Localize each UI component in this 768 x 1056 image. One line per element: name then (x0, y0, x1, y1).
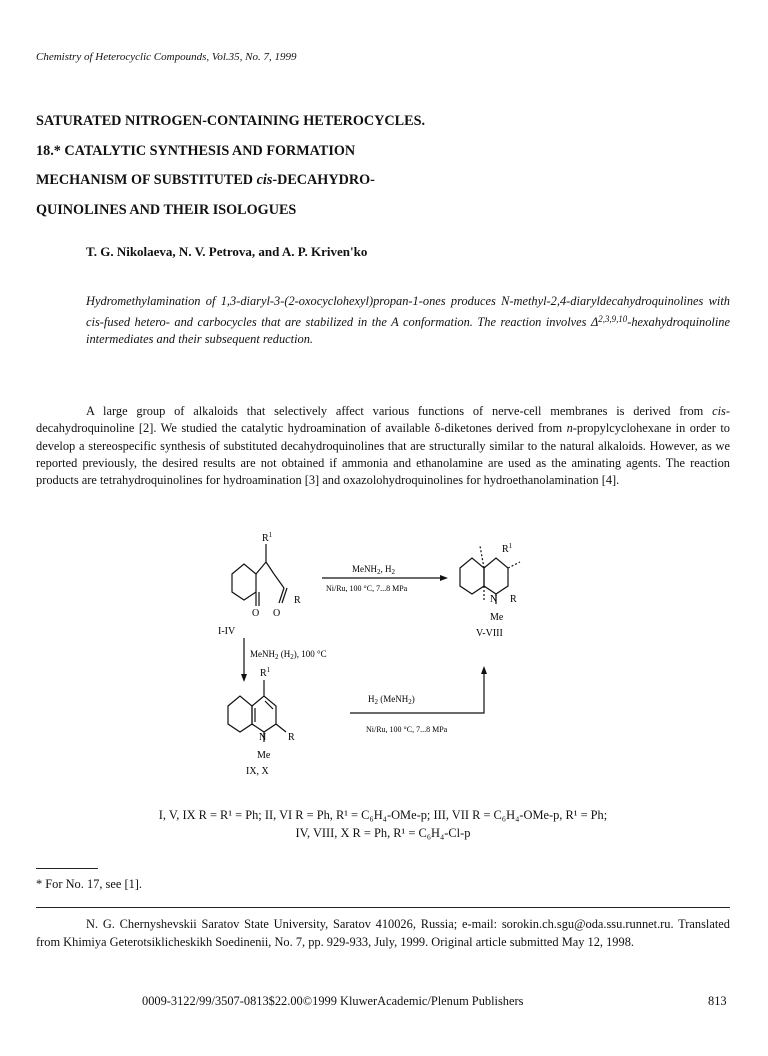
abstract-delta: Δ (590, 314, 599, 329)
hexahydroquinoline-intermediate-structure (228, 680, 286, 742)
product-r-label: R (510, 594, 517, 605)
reaction-scheme (190, 528, 530, 790)
body-sentence-2: -decahydroquinoline [2]. We studied the catalytic hydroamination of available δ-diketones derived from (36, 404, 730, 436)
top-arrow-head (440, 575, 448, 581)
affiliation-divider (36, 907, 730, 908)
lower-arrow-conditions: Ni/Ru, 100 °C, 7...8 MPa (366, 725, 448, 734)
title-line-3-start: MECHANISM OF SUBSTITUTED (36, 172, 257, 188)
journal-header: Chemistry of Heterocyclic Compounds, Vol.35, No. 7, 1999 (36, 51, 297, 63)
down-arrow-head (241, 674, 247, 682)
compound-legend-line-1: I, V, IX R = R¹ = Ph; II, VI R = Ph, R¹ = C₆H₄-OMe-p; III, VII R = C₆H₄-OMe-p, R¹ = Ph; (158, 808, 608, 822)
body-paragraph (36, 403, 730, 489)
compound-legend-line-2: IV, VIII, X R = Ph, R¹ = C₆H₄-Cl-p (295, 826, 471, 840)
start-compound-label: I-IV (218, 626, 236, 637)
article-title (36, 107, 676, 225)
affiliation-note: N. G. Chernyshevskii Saratov State University, Saratov 410026, Russia; e-mail: sorokin.ch.sgu@oda.ssu.runnet.ru. Translated from Khimiya Geterotsiklicheskikh Soedinenii, No. 7, pp. 929-933, July, 1999. Original article submitted May 12, 1998. (36, 917, 730, 949)
start-r-label: R (294, 595, 301, 606)
starting-diketone-structure (232, 544, 287, 606)
start-oxygen-2: O (273, 608, 281, 619)
abstract-part-1: Hydromethylamination of 1,3-diaryl-3-(2-oxocyclohexyl)propan-1-ones produces N-methyl-2,4-diaryldecahydroquinolines with cis-fused hetero- and carbocycles that are stabilized in the A conformation. The reaction involves (86, 294, 730, 329)
intermediate-r1-label: $R^1$ (260, 666, 271, 679)
top-arrow-reagents: MeNH$_2$, $H_2$ (352, 564, 395, 576)
product-r1-label: $R^1$ (502, 542, 513, 555)
top-arrow-conditions: Ni/Ru, 100 °C, 7...8 MPa (326, 584, 408, 593)
footnote-divider (36, 868, 98, 869)
intermediate-nitrogen: N (259, 732, 267, 743)
body-n: n (566, 421, 573, 436)
product-compound-label: V-VIII (476, 628, 503, 639)
abstract (86, 293, 730, 349)
abstract-delta-superscript: 2,3,9,10 (598, 313, 628, 324)
intermediate-n-methyl: Me (257, 750, 271, 761)
start-r1-label: $R^1$ (262, 531, 273, 544)
product-nitrogen: N (490, 594, 498, 605)
title-line-3-end: -DECAHYDRO- (272, 172, 375, 188)
lower-arrow-head (481, 666, 487, 674)
down-arrow-reagents: MeNH$_2$ $(H_2)$, 100 °C (250, 649, 327, 661)
start-oxygen-1: O (252, 608, 260, 619)
intermediate-r-label: R (288, 732, 295, 743)
body-cis: cis (712, 404, 726, 418)
intermediate-compound-label: IX, X (246, 766, 269, 777)
title-line-2: 18.* CATALYTIC SYNTHESIS AND FORMATION (36, 142, 356, 159)
title-line-1: SATURATED NITROGEN-CONTAINING HETEROCYCLES. (36, 113, 426, 129)
body-sentence-3: -propylcyclohexane in order to develop a stereospecific synthesis of substituted decahydroquinolines that are structurally similar to the natural alkaloids. However, as we reported previously, the desired results are not obtained if ammonia and ethanolamine are used as the aminating agents. The reaction products are tetrahydroquinolines for hydroamination [3] and oxazolohydroquinolines for hydroethanolamination [4]. (36, 421, 731, 488)
title-line-4: QUINOLINES AND THEIR ISOLOGUES (36, 201, 297, 218)
body-sentence-1: A large group of alkaloids that selectively affect various functions of nerve-cell membranes is derived from (86, 404, 713, 418)
footnote: * For No. 17, see [1]. (36, 877, 142, 891)
product-n-methyl: Me (490, 612, 504, 623)
abstract-part-2: -hexahydroquinoline intermediates and their subsequent reduction. (86, 314, 730, 347)
page-number: 813 (708, 994, 727, 1008)
title-line-3 (36, 166, 676, 196)
compound-legend (36, 806, 730, 842)
publisher-code: 0009-3122/99/3507-0813$22.00©1999 KluwerAcademic/Plenum Publishers (142, 994, 524, 1008)
authors: T. G. Nikolaeva, N. V. Petrova, and A. P. Kriven'ko (86, 244, 368, 259)
lower-arrow-reagents: $H_2$ (MeNH$_2$) (368, 694, 415, 706)
title-cis-prefix: cis (256, 172, 273, 188)
